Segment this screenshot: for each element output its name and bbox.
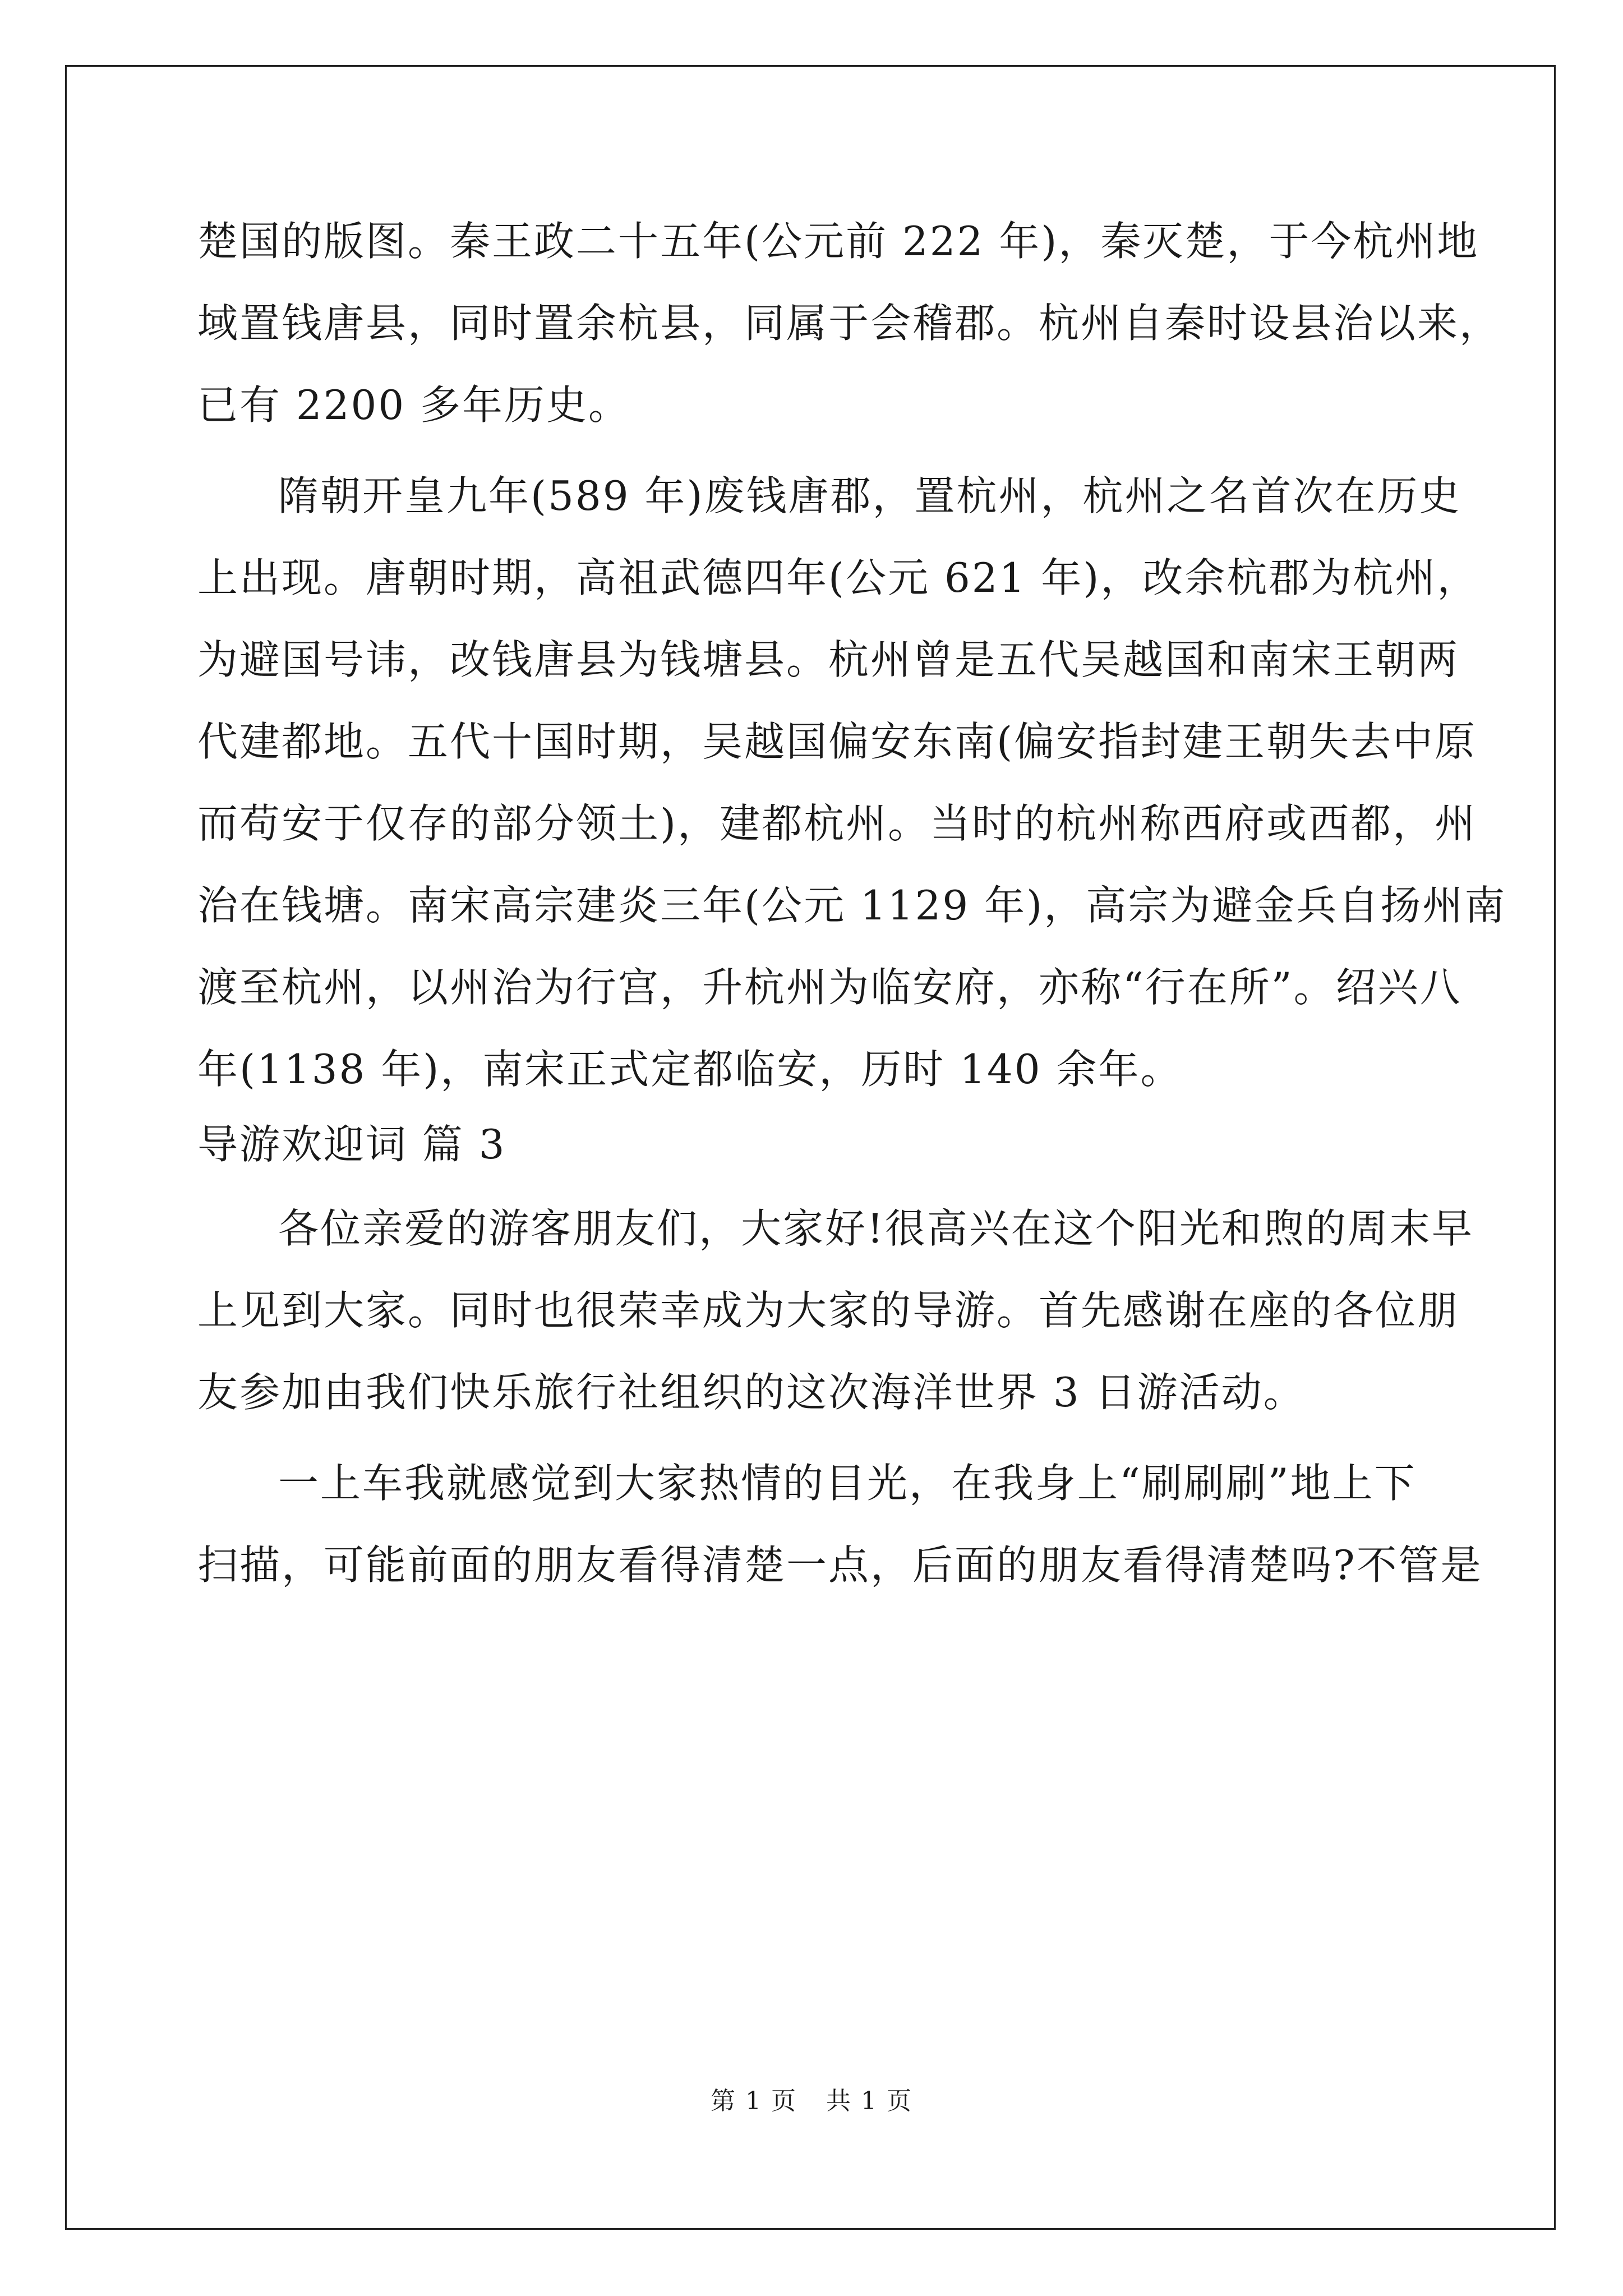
text-line: 渡至杭州，以州治为行宫，升杭州为临安府，亦称“行在所”。绍兴八 [197, 964, 1462, 1011]
text-line: 隋朝开皇九年(589 年)废钱唐郡，置杭州，杭州之名首次在历史 [278, 472, 1461, 519]
page-number-total: 共 1 页 [826, 2087, 912, 2115]
text-line: 友参加由我们快乐旅行社组织的这次海洋世界 3 日游活动。 [197, 1369, 1306, 1416]
text-line: 年(1138 年)，南宋正式定都临安，历时 140 余年。 [197, 1046, 1183, 1093]
text-line: 为避国号讳，改钱唐县为钱塘县。杭州曾是五代吴越国和南宋王朝两 [197, 636, 1460, 683]
page-footer [0, 2085, 1623, 2118]
text-line: 一上车我就感觉到大家热情的目光，在我身上“刷刷刷”地上下 [278, 1460, 1417, 1507]
text-line: 上见到大家。同时也很荣幸成为大家的导游。首先感谢在座的各位朋 [197, 1287, 1460, 1334]
text-line: 各位亲爱的游客朋友们，大家好!很高兴在这个阳光和煦的周末早 [278, 1205, 1474, 1252]
text-line: 扫描，可能前面的朋友看得清楚一点，后面的朋友看得清楚吗?不管是 [197, 1542, 1483, 1589]
text-line: 域置钱唐县，同时置余杭县，同属于会稽郡。杭州自秦时设县治以来， [197, 300, 1502, 347]
text-line: 治在钱塘。南宋高宗建炎三年(公元 1129 年)，高宗为避金兵自扬州南 [197, 882, 1507, 929]
text-line: 已有 2200 多年历史。 [197, 381, 631, 429]
text-line: 楚国的版图。秦王政二十五年(公元前 222 年)，秦灭楚，于今杭州地 [197, 218, 1479, 265]
text-line: 上出现。唐朝时期，高祖武德四年(公元 621 年)，改余杭郡为杭州， [197, 554, 1479, 601]
section-heading: 导游欢迎词 篇 3 [197, 1121, 506, 1168]
text-line: 代建都地。五代十国时期，吴越国偏安东南(偏安指封建王朝失去中原 [197, 718, 1477, 765]
page-number-current: 第 1 页 [711, 2087, 797, 2115]
text-line: 而苟安于仅存的部分领土)，建都杭州。当时的杭州称西府或西都，州 [197, 800, 1477, 847]
